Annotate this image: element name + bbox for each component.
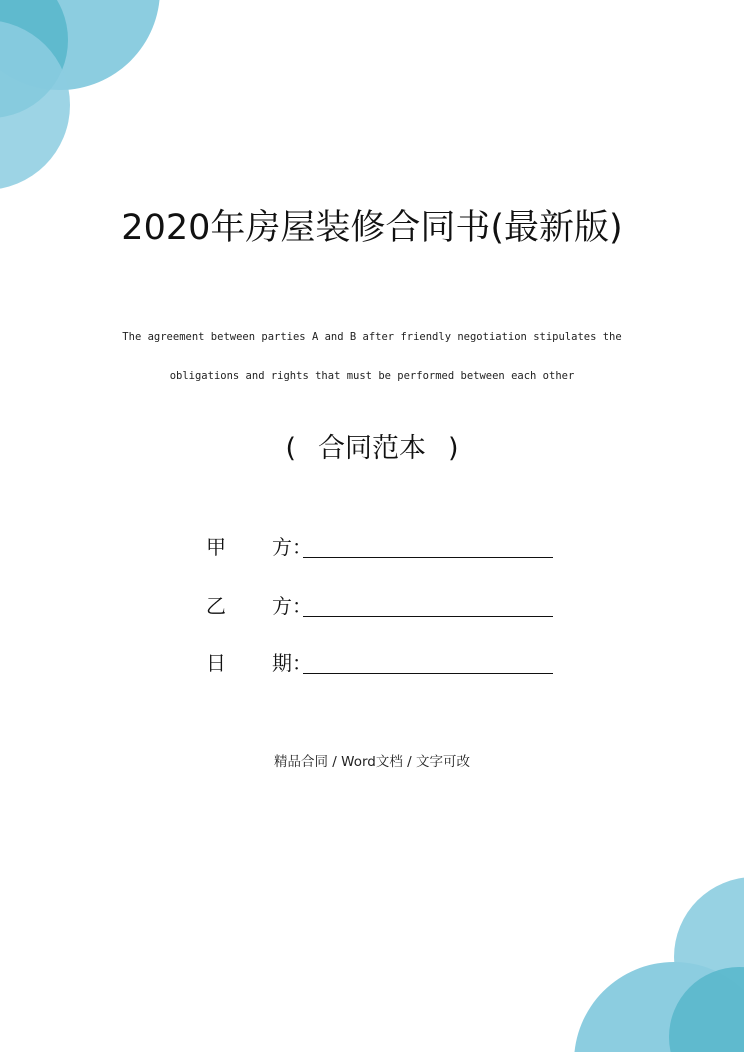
- party-a-blank-line[interactable]: [303, 537, 553, 558]
- party-a-colon: ：: [292, 535, 312, 559]
- party-a-field: [206, 530, 553, 560]
- date-char-2: 期: [272, 651, 292, 675]
- subtitle-line-1: The agreement between parties A and B after friendly negotiation stipulates the: [122, 331, 622, 343]
- party-b-char-1: 乙: [206, 594, 226, 618]
- contract-sample-heading: [0, 426, 744, 465]
- party-a-label: [206, 531, 292, 560]
- date-label: [206, 647, 292, 676]
- document-title: 2020年房屋装修合同书(最新版): [121, 208, 623, 248]
- date-blank-line[interactable]: [303, 653, 553, 674]
- sample-label: 合同范本: [318, 433, 426, 464]
- date-char-1: 日: [206, 651, 226, 675]
- bottom-right-corner-decoration: [564, 852, 744, 1052]
- subtitle-line-2: obligations and rights that must be performed between each other: [169, 370, 575, 382]
- party-b-label: [206, 590, 292, 619]
- open-paren: (: [285, 433, 296, 464]
- footer-note: 精品合同 / Word文档 / 文字可改: [274, 754, 470, 770]
- date-colon: ：: [292, 651, 312, 675]
- close-paren: ): [448, 433, 459, 464]
- party-a-char-1: 甲: [206, 535, 226, 559]
- party-b-blank-line[interactable]: [303, 596, 553, 617]
- party-b-field: [206, 589, 553, 619]
- top-left-corner-decoration: [0, 0, 180, 200]
- party-a-char-2: 方: [272, 535, 292, 559]
- date-field: [206, 646, 553, 676]
- party-b-char-2: 方: [272, 594, 292, 618]
- party-b-colon: ：: [292, 594, 312, 618]
